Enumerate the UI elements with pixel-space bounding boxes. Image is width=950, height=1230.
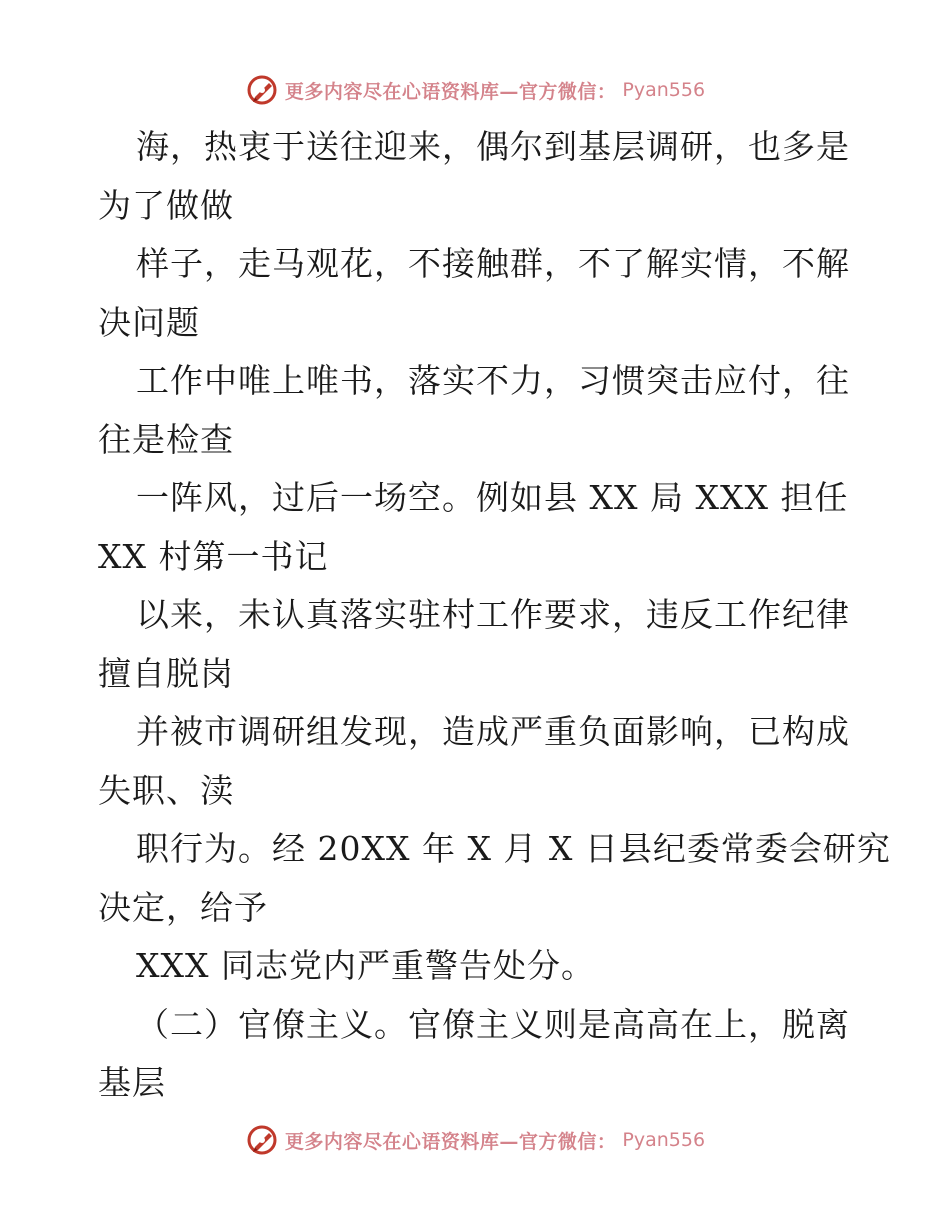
text-line: 一阵风，过后一场空。例如县 XX 局 XXX 担任 <box>136 478 849 517</box>
document-body <box>98 118 891 1113</box>
watermark-wechat-id: Pyan556 <box>622 79 706 101</box>
text-line: 职行为。经 20XX 年 X 月 X 日县纪委常委会研究 <box>136 829 891 868</box>
text-line: 海，热衷于送往迎来，偶尔到基层调研，也多是 <box>136 127 850 166</box>
text-line: 并被市调研组发现，造成严重负面影响，已构成 <box>136 712 850 751</box>
pen-logo-icon <box>245 1123 279 1157</box>
text-line: 工作中唯上唯书，落实不力，习惯突击应付，往 <box>136 361 850 400</box>
text-line: （二）官僚主义。官僚主义则是高高在上，脱离 <box>136 1004 850 1044</box>
pen-logo-icon <box>245 73 279 107</box>
text-line: 擅自脱岗 <box>98 653 234 693</box>
text-line: 样子，走马观花，不接触群，不了解实情，不解 <box>136 244 850 283</box>
text-line: XX 村第一书记 <box>98 536 329 576</box>
text-line: 基层 <box>98 1063 166 1102</box>
footer-watermark <box>0 1120 950 1160</box>
text-line: 决定，给予 <box>98 887 268 927</box>
text-line: 往是检查 <box>98 419 234 459</box>
text-line: 决问题 <box>98 302 200 342</box>
watermark-wechat-id: Pyan556 <box>622 1129 706 1151</box>
watermark-text: 更多内容尽在心语资料库—官方微信： <box>284 1130 617 1153</box>
text-line: 为了做做 <box>98 185 234 225</box>
text-line: 以来，未认真落实驻村工作要求，违反工作纪律 <box>136 595 850 634</box>
text-line: XXX 同志党内严重警告处分。 <box>136 946 595 985</box>
text-line: 失职、渎 <box>98 770 234 810</box>
watermark-text: 更多内容尽在心语资料库—官方微信： <box>284 80 617 103</box>
header-watermark <box>0 70 950 110</box>
